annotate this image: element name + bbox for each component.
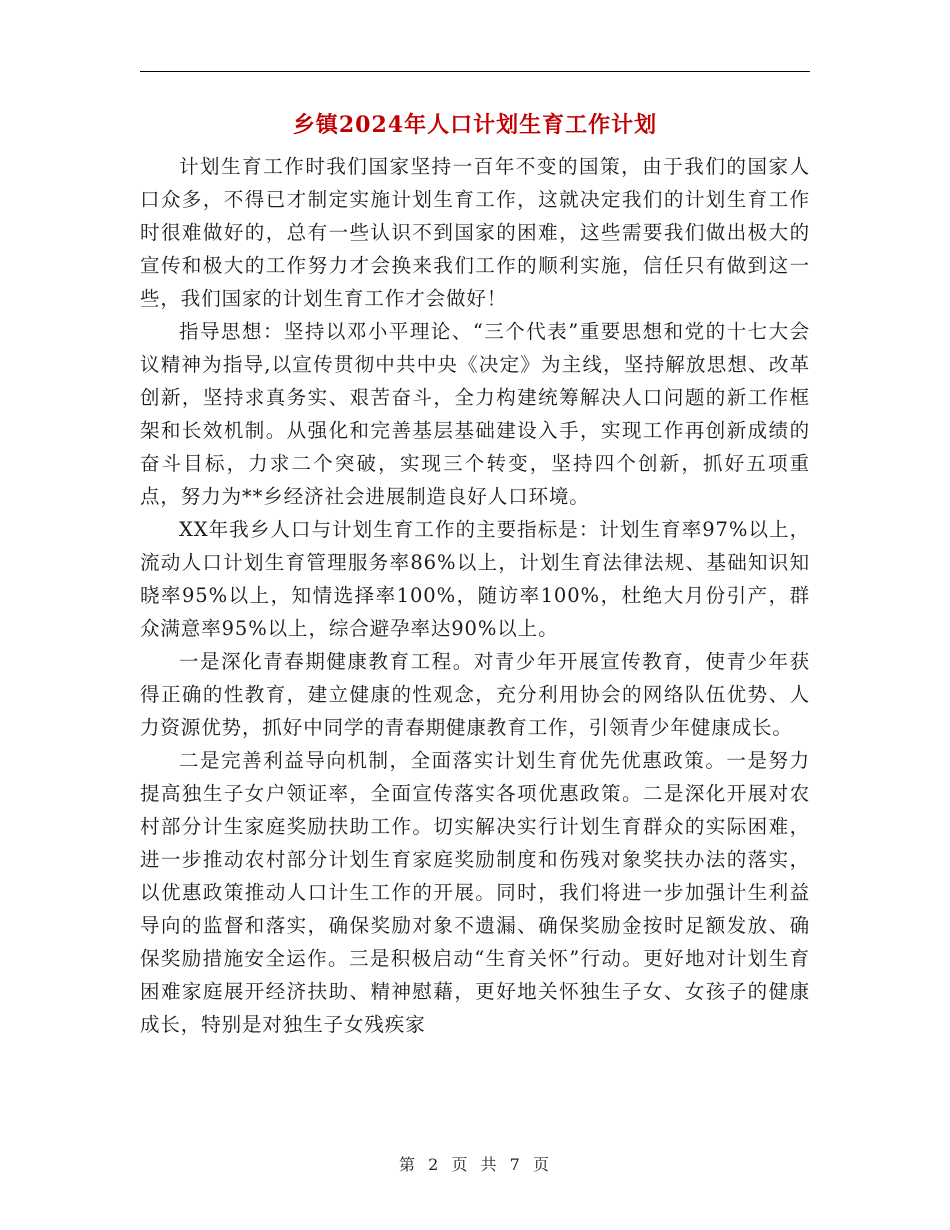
paragraph-guiding-ideology: 指导思想：坚持以邓小平理论、“三个代表”重要思想和党的十七大会议精神为指导,以宣传贯彻中共中央《决定》为主线，坚持解放思想、改革创新，坚持求真务实、艰苦奋斗，全力构建统筹解决人口问题的新工作框架和长效机制。从强化和完善基层基础建设入手，实现工作再创新成绩的奋斗目标，力求二个突破，实现三个转变，坚持四个创新，抓好五项重点，努力为**乡经济社会进展制造良好人口环境。 <box>140 320 810 508</box>
document-title: 乡镇2024年人口计划生育工作计划 <box>292 112 658 138</box>
document-body <box>140 150 810 1041</box>
footer-total-word: 共 <box>480 1155 499 1174</box>
page-footer <box>140 1153 810 1177</box>
footer-current-page: 2 <box>428 1155 441 1174</box>
paragraph-youth-health-education: 一是深化青春期健康教育工程。对青少年开展宣传教育，使青少年获得正确的性教育，建立健康的性观念，充分利用协会的网络队伍优势、人力资源优势，抓好中同学的青春期健康教育工作，引领青少年健康成长。 <box>140 650 810 739</box>
paragraph-main-indicators: XX年我乡人口与计划生育工作的主要指标是：计划生育率97%以上，流动人口计划生育管理服务率86%以上，计划生育法律法规、基础知识知晓率95%以上，知情选择率100%，随访率100%，杜绝大月份引产，群众满意率95%以上，综合避孕率达90%以上。 <box>140 518 810 640</box>
header-rule <box>140 71 810 72</box>
paragraph-intro: 计划生育工作时我们国家坚持一百年不变的国策，由于我们的国家人口众多，不得已才制定实施计划生育工作，这就决定我们的计划生育工作时很难做好的，总有一些认识不到国家的困难，这些需要我们做出极大的宣传和极大的工作努力才会换来我们工作的顺利实施，信任只有做到这一些，我们国家的计划生育工作才会做好！ <box>140 155 810 310</box>
footer-prefix: 第 <box>399 1155 418 1174</box>
paragraph-benefit-mechanism: 二是完善利益导向机制，全面落实计划生育优先优惠政策。一是努力提高独生子女户领证率，全面宣传落实各项优惠政策。二是深化开展对农村部分计生家庭奖励扶助工作。切实解决实行计划生育群众的实际困难，进一步推动农村部分计划生育家庭奖励制度和伤残对象奖扶办法的落实，以优惠政策推动人口计生工作的开展。同时，我们将进一步加强计生利益导向的监督和落实，确保奖励对象不遗漏、确保奖励金按时足额发放、确保奖励措施安全运作。三是积极启动“生育关怀”行动。更好地对计划生育困难家庭展开经济扶助、精神慰藉，更好地关怀独生子女、女孩子的健康成长，特别是对独生子女残疾家 <box>140 749 810 1036</box>
footer-total-pages: 7 <box>509 1155 522 1174</box>
footer-page-word: 页 <box>451 1155 470 1174</box>
footer-suffix: 页 <box>532 1155 551 1174</box>
